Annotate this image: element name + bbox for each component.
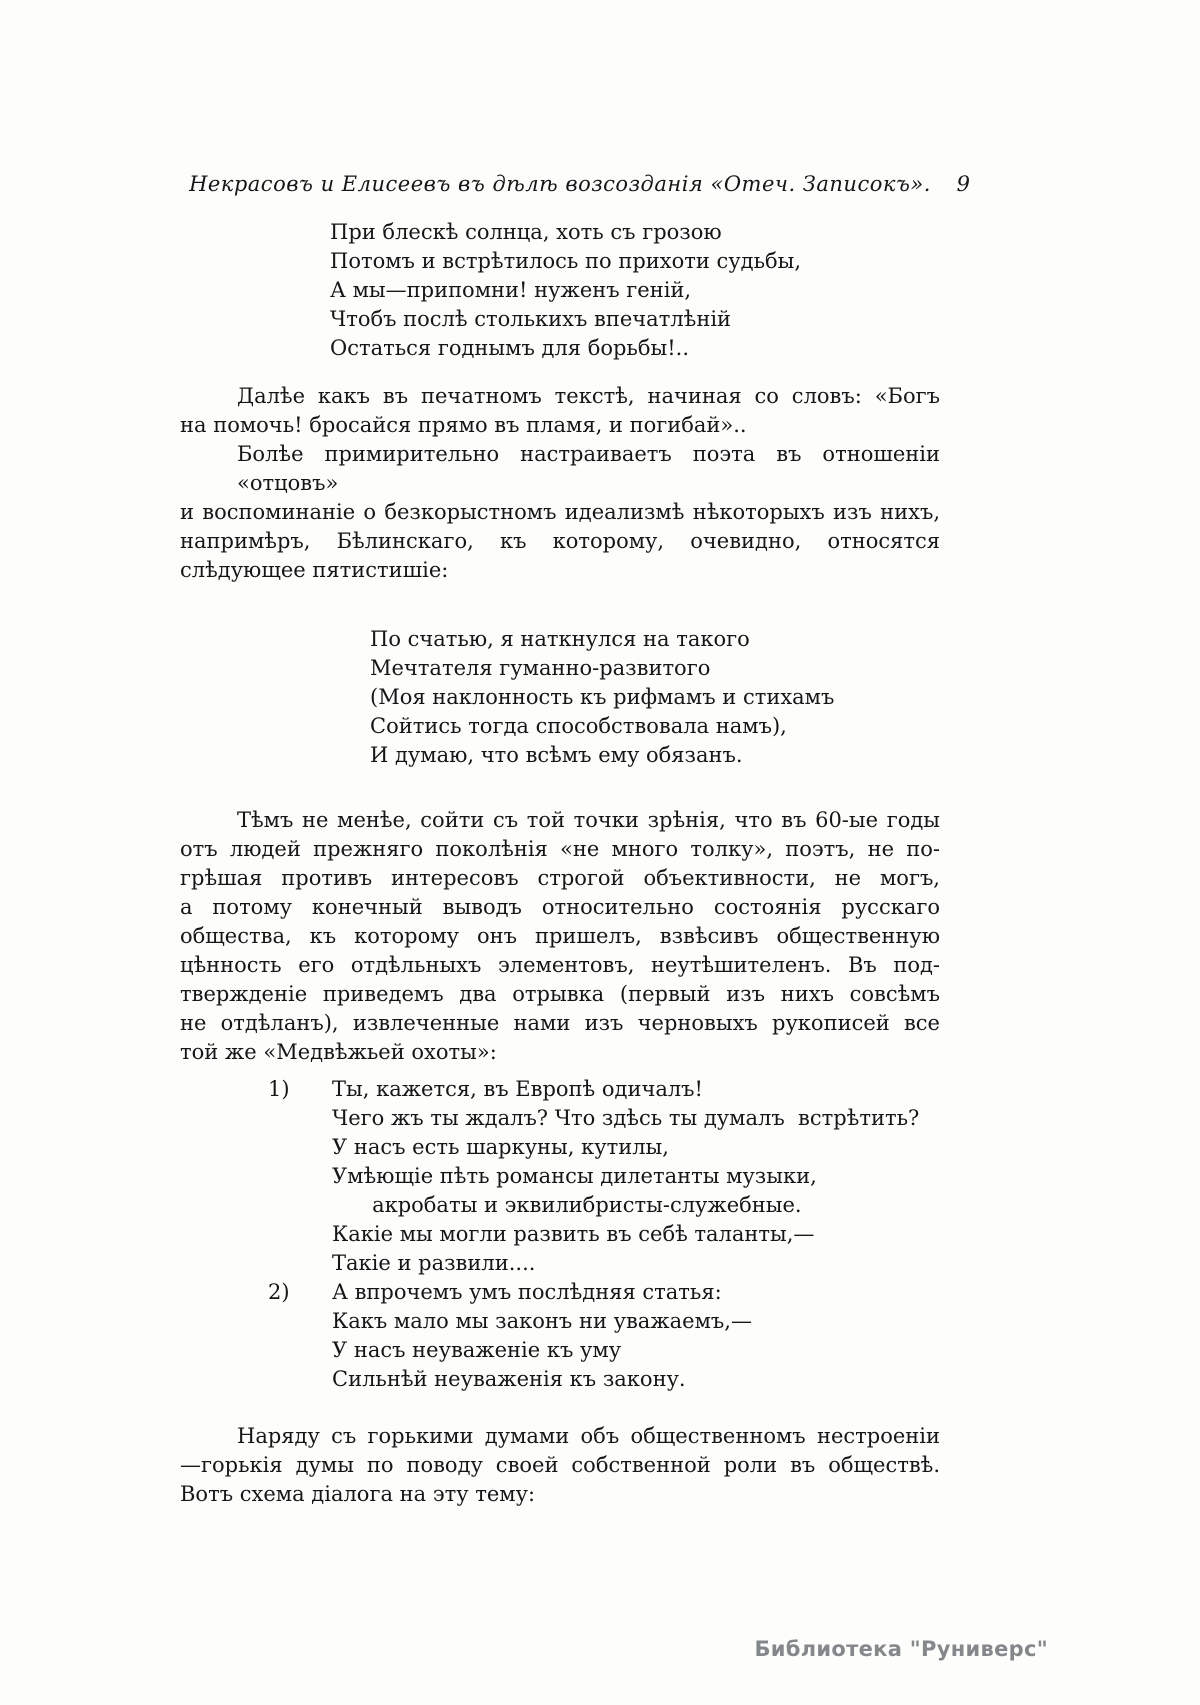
text-line: По счатью, я наткнулся на такого bbox=[370, 627, 750, 651]
excerpt-1 bbox=[180, 1075, 940, 1278]
running-title: Некрасовъ и Елисеевъ въ дѣлѣ возсозданія «Отеч. Записокъ». bbox=[189, 172, 931, 196]
text-line: напримѣръ, Бѣлинскаго, къ которому, очевидно, относятся bbox=[180, 529, 940, 553]
text-line: Сойтись тогда способствовала намъ), bbox=[370, 714, 787, 738]
page-body bbox=[180, 218, 947, 1509]
running-header bbox=[180, 170, 970, 199]
text-line: Потомъ и встрѣтилось по прихоти судьбы, bbox=[330, 249, 802, 273]
text-line: не отдѣланъ), извлеченные нами изъ черновыхъ рукописей все bbox=[180, 1011, 940, 1035]
text-line: Чтобъ послѣ столькихъ впечатлѣній bbox=[330, 307, 732, 331]
excerpt-2 bbox=[180, 1278, 940, 1394]
text-line: Умѣющіе пѣть романсы дилетанты музыки, bbox=[332, 1164, 817, 1188]
text-line: Вотъ схема діалога на эту тему: bbox=[180, 1482, 536, 1506]
text-line: акробаты и эквилибристы-служебные. bbox=[332, 1193, 802, 1217]
paragraph-printed-text bbox=[180, 382, 940, 440]
text-line: Болѣе примирительно настраиваетъ поэта въ отношеніи «отцовъ» bbox=[237, 442, 947, 495]
text-line: цѣнность его отдѣльныхъ элементовъ, неутѣшителенъ. Въ под- bbox=[180, 953, 940, 977]
text-line: (Моя наклонность къ рифмамъ и стихамъ bbox=[370, 685, 835, 709]
excerpt-1-lines bbox=[332, 1075, 940, 1278]
text-line: У насъ неуваженіе къ уму bbox=[332, 1338, 622, 1362]
text-line: Сильнѣй неуваженія къ закону. bbox=[332, 1367, 686, 1391]
text-line: Чего жъ ты ждалъ? Что здѣсь ты думалъ встрѣтить? bbox=[332, 1106, 920, 1130]
text-line: слѣдующее пятистишіе: bbox=[180, 558, 449, 582]
poem-intro bbox=[330, 218, 940, 363]
text-line: той же «Медвѣжьей охоты»: bbox=[180, 1040, 497, 1064]
excerpt-1-number: 1) bbox=[268, 1077, 290, 1101]
text-line: и воспоминаніе о безкорыстномъ идеализмѣ нѣкоторыхъ изъ нихъ, bbox=[180, 500, 940, 524]
text-line: Такіе и развили.... bbox=[332, 1251, 536, 1275]
text-line: на помочь! бросайся прямо въ пламя, и погибай».. bbox=[180, 413, 747, 437]
text-line: Ты, кажется, въ Европѣ одичалъ! bbox=[332, 1077, 703, 1101]
text-line: А впрочемъ умъ послѣдняя статья: bbox=[332, 1280, 722, 1304]
text-line: И думаю, что всѣмъ ему обязанъ. bbox=[370, 743, 743, 767]
excerpt-2-lines bbox=[332, 1278, 940, 1394]
text-line: а потому конечный выводъ относительно состоянія русскаго bbox=[180, 895, 940, 919]
text-line: общества, къ которому онъ пришелъ, взвѣсивъ общественную bbox=[180, 924, 940, 948]
paragraph-dialog-scheme bbox=[180, 1422, 940, 1509]
text-line: А мы—припомни! нуженъ геній, bbox=[330, 278, 692, 302]
text-line: Какіе мы могли развить въ себѣ таланты,— bbox=[332, 1222, 815, 1246]
excerpt-2-number: 2) bbox=[268, 1280, 290, 1304]
poem-five-lines bbox=[370, 625, 940, 770]
runivers-watermark: Библиотека "Руниверс" bbox=[754, 1637, 1048, 1661]
text-line: Далѣе какъ въ печатномъ текстѣ, начиная со словъ: «Богъ bbox=[237, 384, 940, 408]
text-line: При блескѣ солнца, хоть съ грозою bbox=[330, 220, 722, 244]
text-line: Мечтателя гуманно-развитого bbox=[370, 656, 711, 680]
text-line: Какъ мало мы законъ ни уважаемъ,— bbox=[332, 1309, 752, 1333]
text-line: У насъ есть шаркуны, кутилы, bbox=[332, 1135, 669, 1159]
paragraph-conclusion bbox=[180, 806, 940, 1067]
page-number: 9 bbox=[956, 172, 970, 196]
text-line: отъ людей прежняго поколѣнія «не много толку», поэтъ, не по- bbox=[180, 837, 940, 861]
text-line: Тѣмъ не менѣе, сойти съ той точки зрѣнія, что въ 60-ые годы bbox=[237, 808, 940, 832]
text-line: —горькія думы по поводу своей собственной роли въ обществѣ. bbox=[180, 1453, 940, 1477]
text-line: твержденіе приведемъ два отрывка (первый изъ нихъ совсѣмъ bbox=[180, 982, 940, 1006]
text-line: Остаться годнымъ для борьбы!.. bbox=[330, 336, 690, 360]
paragraph-belinsky bbox=[180, 440, 947, 585]
text-line: Наряду съ горькими думами объ общественномъ нестроеніи bbox=[237, 1424, 940, 1448]
text-line: грѣшая противъ интересовъ строгой объективности, не могъ, bbox=[180, 866, 940, 890]
